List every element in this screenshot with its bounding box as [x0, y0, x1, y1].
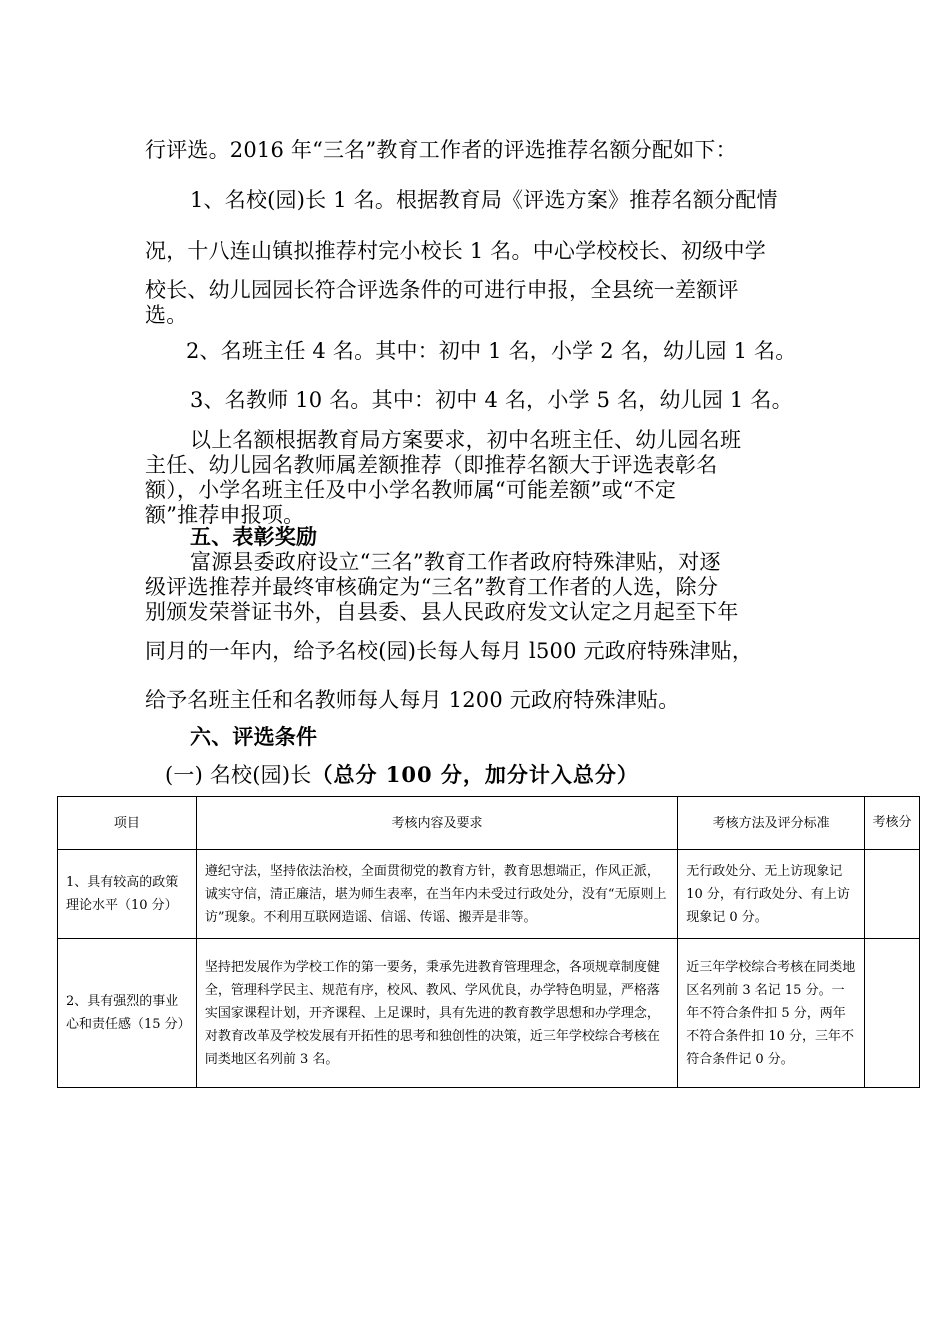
- paragraph-principal-quota-line3: 校长、幼儿园园长符合评选条件的可进行申报，全县统一差额评: [145, 278, 739, 302]
- paragraph-head-teacher-quota: 2、名班主任 4 名。其中：初中 1 名，小学 2 名，幼儿园 1 名。: [186, 339, 797, 363]
- paragraph-quota-note-line1: 以上名额根据教育局方案要求，初中名班主任、幼儿园名班: [190, 428, 742, 452]
- paragraph-teacher-quota: 3、名教师 10 名。其中：初中 4 名，小学 5 名，幼儿园 1 名。: [190, 388, 793, 412]
- section-heading-awards: 五、表彰奖励: [190, 524, 318, 549]
- subsection-heading-principal: [165, 762, 830, 788]
- subsection-score-note: （总分 100 分，加分计入总分）: [311, 762, 639, 787]
- paragraph-quota-note-line2: 主任、幼儿园名教师属差额推荐（即推荐名额大于评选表彰名: [145, 453, 718, 477]
- cell-content: 坚持把发展作为学校工作的第一要务，秉承先进教育管理理念，各项规章制度健全，管理科学民主、规范有序，校风、教风、学风优良，办学特色明显，严格落实国家课程计划，开齐课程、上足课时，具有先进的教育教学思想和办学理念，对教育改革及学校发展有开拓性的思考和独创性的决策，近三年学校综合考核在同类地区名列前 3 名。: [196, 939, 677, 1088]
- table-row: [58, 939, 920, 1088]
- table-header-row: [58, 797, 920, 850]
- cell-score: [865, 850, 920, 939]
- cell-content: 遵纪守法，坚持依法治校，全面贯彻党的教育方针，教育思想端正，作风正派，诚实守信，清正廉洁，堪为师生表率，在当年内未受过行政处分，没有“无原则上访”现象。不利用互联网造谣、信谣、传谣、搬弄是非等。: [196, 850, 677, 939]
- paragraph-allowance-line5: 给予名班主任和名教师每人每月 1200 元政府特殊津贴。: [145, 688, 680, 712]
- cell-item: 1、具有较高的政策理论水平（10 分）: [58, 850, 197, 939]
- cell-score: [865, 939, 920, 1088]
- section-heading-criteria: 六、评选条件: [190, 724, 318, 749]
- header-content: 考核内容及要求: [196, 797, 677, 850]
- paragraph-quota-note-line3: 额），小学名班主任及中小学名教师属“可能差额”或“不定: [145, 478, 677, 502]
- header-method: 考核方法及评分标准: [678, 797, 865, 850]
- paragraph-principal-quota-line2: 况，十八连山镇拟推荐村完小校长 1 名。中心学校校长、初级中学: [145, 239, 766, 263]
- paragraph-allowance-line3: 别颁发荣誉证书外，自县委、县人民政府发文认定之月起至下年: [145, 600, 739, 624]
- cell-item: 2、具有强烈的事业心和责任感（15 分）: [58, 939, 197, 1088]
- cell-method: 近三年学校综合考核在同类地区名列前 3 名记 15 分。一年不符合条件扣 5 分，两年不符合条件扣 10 分，三年不符合条件记 0 分。: [678, 939, 865, 1088]
- paragraph-allowance-line4: 同月的一年内，给予名校(园)长每人每月 l500 元政府特殊津贴，: [145, 639, 754, 663]
- cell-method: 无行政处分、无上访现象记 10 分，有行政处分、有上访现象记 0 分。: [678, 850, 865, 939]
- paragraph-allowance-line1: 富源县委政府设立“三名”教育工作者政府特殊津贴，对逐: [190, 550, 721, 574]
- paragraph-allowance-line2: 级评选推荐并最终审核确定为“三名”教育工作者的人选，除分: [145, 575, 719, 599]
- paragraph-quota-note-line4: 额”推荐申报项。: [145, 503, 305, 527]
- subsection-title: (一) 名校(园)长: [165, 763, 312, 787]
- paragraph-principal-quota-line1: 1、名校(园)长 1 名。根据教育局《评选方案》推荐名额分配情: [190, 188, 778, 212]
- paragraph-principal-quota-line4: 选。: [145, 303, 188, 327]
- header-item: 项目: [58, 797, 197, 850]
- paragraph-quota-intro: 行评选。2016 年“三名”教育工作者的评选推荐名额分配如下：: [145, 138, 737, 162]
- table-row: [58, 850, 920, 939]
- header-score: 考核分: [865, 797, 920, 850]
- evaluation-table: [57, 796, 920, 1088]
